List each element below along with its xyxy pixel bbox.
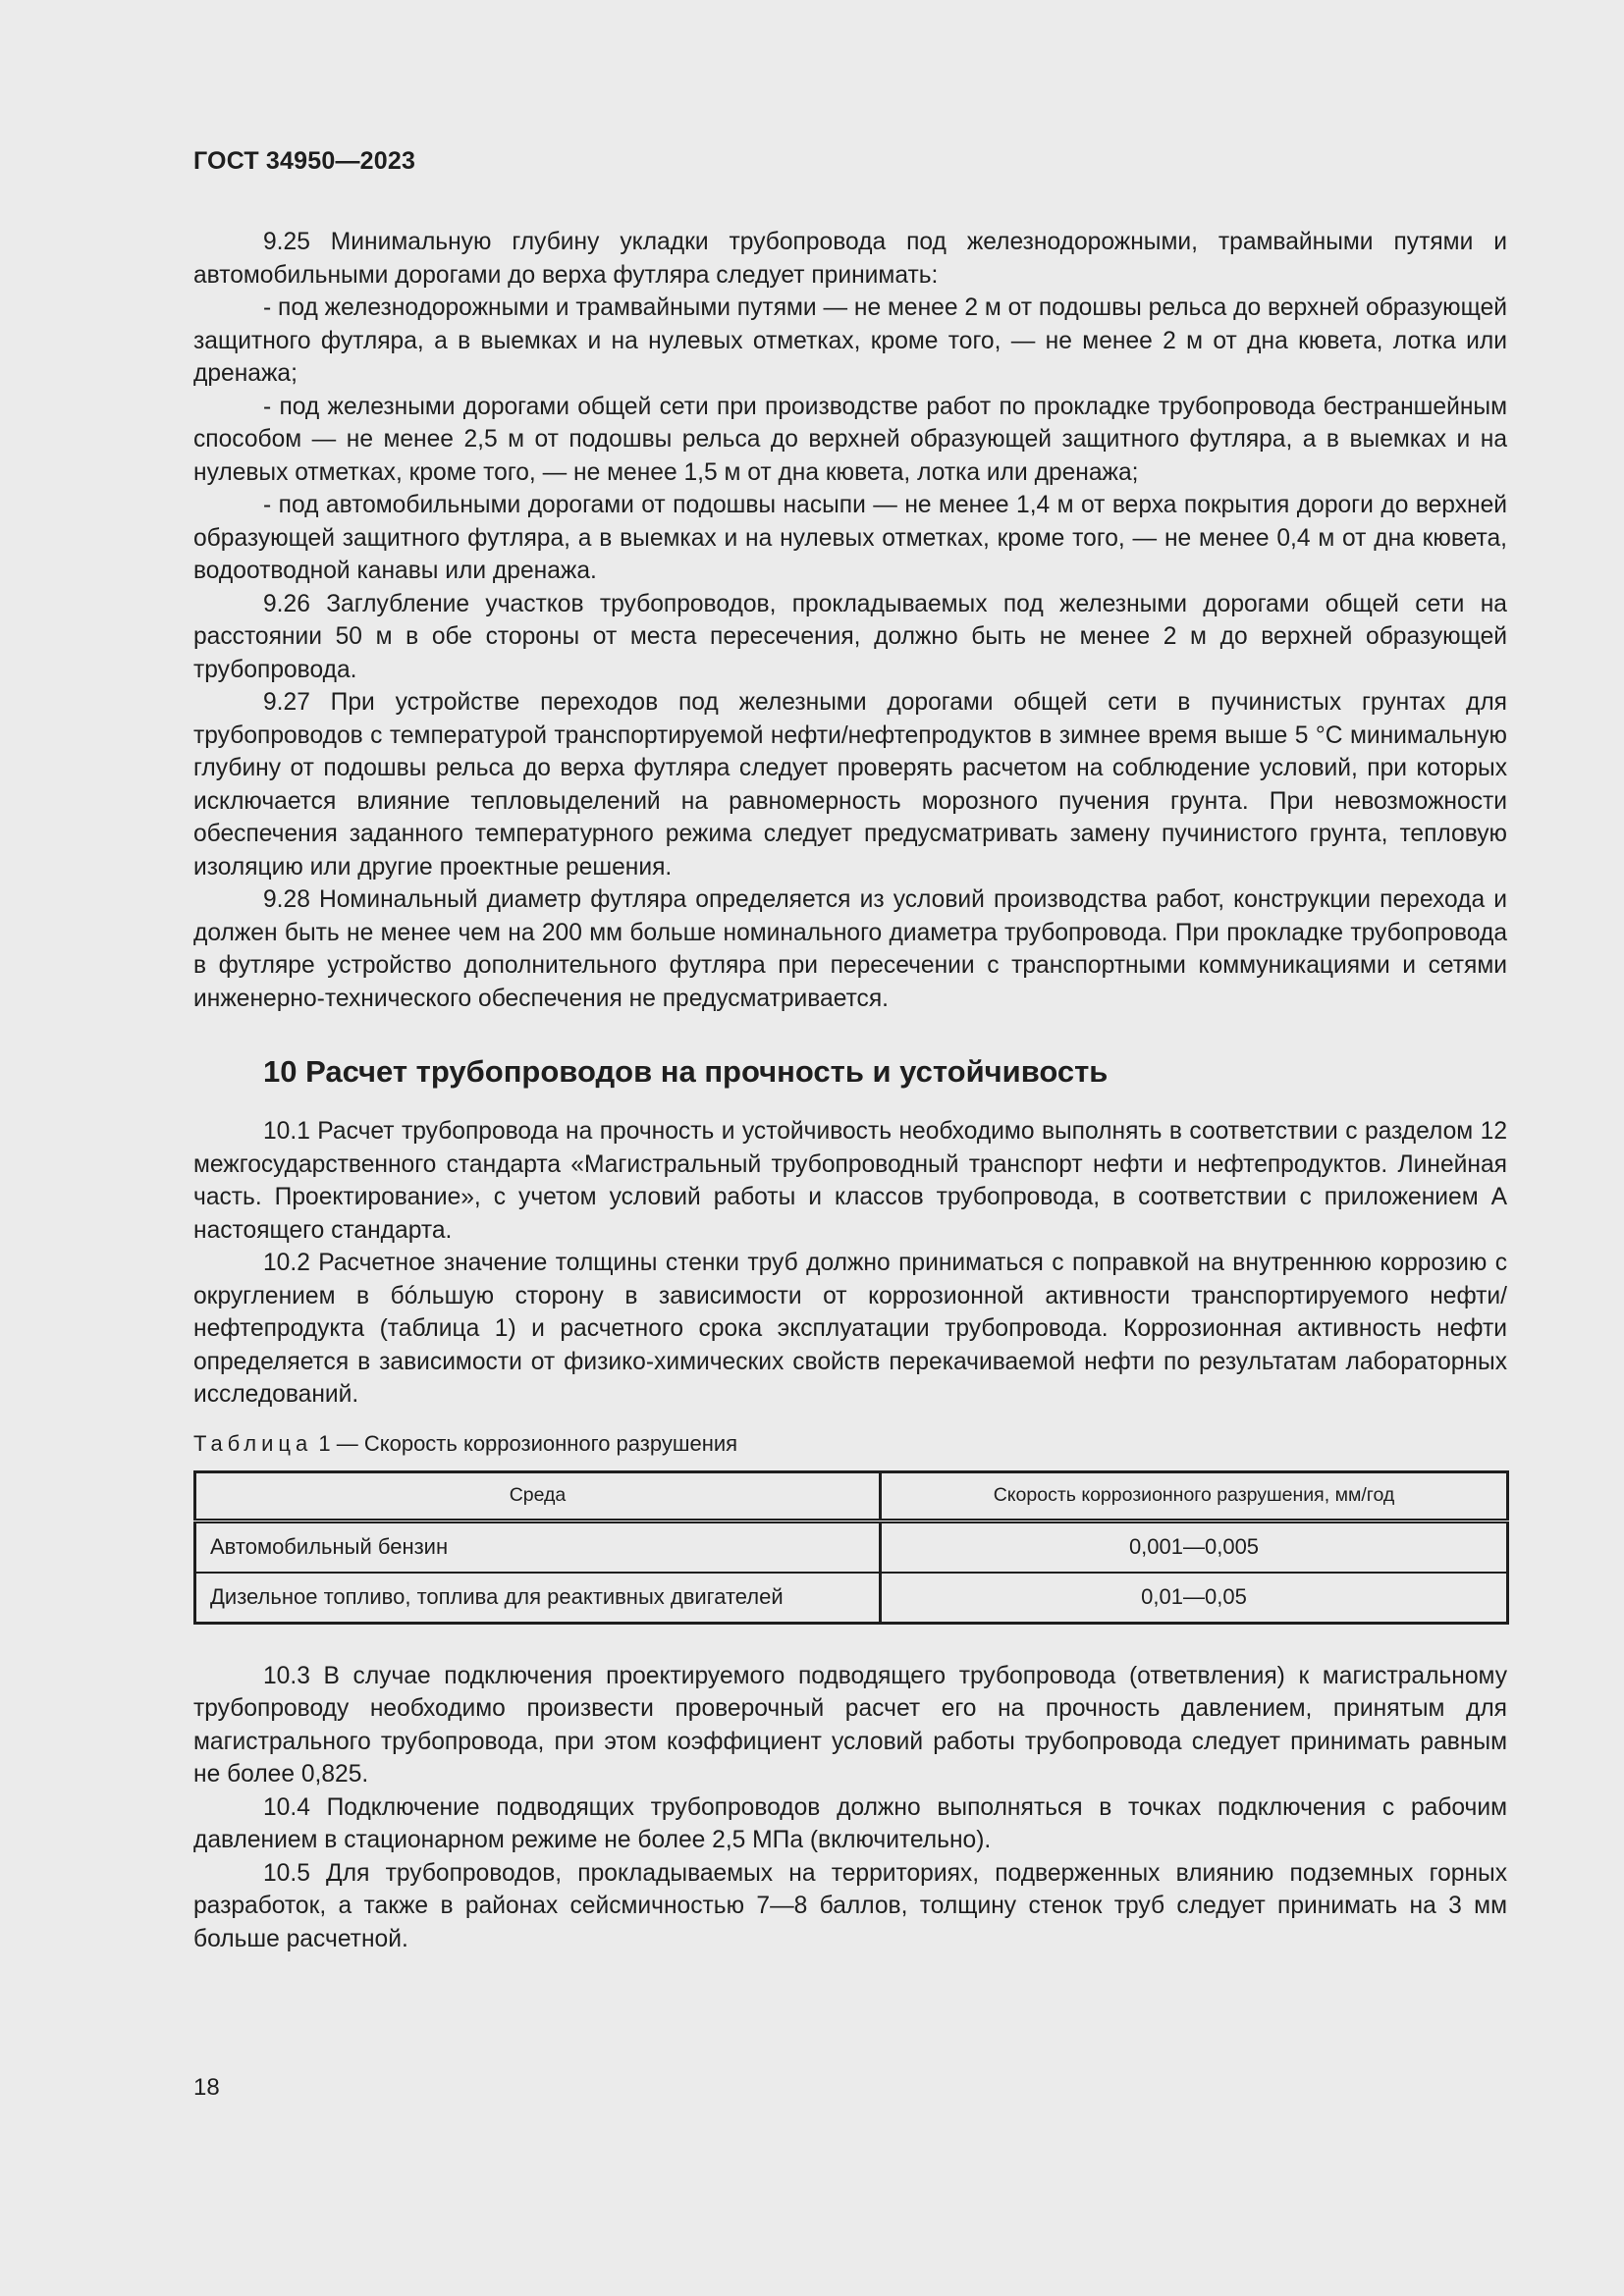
paragraph-10-5: 10.5 Для трубопроводов, прокладываемых на территориях, подверженных влиянию подземных горных разработок, а также в районах сейсмичностью 7—8 баллов, толщину стенок труб следует принимать на 3 мм больше расчетной. bbox=[193, 1859, 1507, 1952]
paragraph-10-4: 10.4 Подключение подводящих трубопроводов должно выполняться в точках подключения с рабочим давлением в стационарном режиме не более 2,5 МПа (включительно). bbox=[193, 1793, 1507, 1853]
list-item: - под железнодорожными и трамвайными путями — не менее 2 м от подошвы рельса до верхней образующей защитного футляра, а в выемках и на нулевых отметках, кроме того, — не менее 2 м от дна кювета, лотка или дренажа; bbox=[193, 294, 1507, 387]
paragraph-10-3: 10.3 В случае подключения проектируемого подводящего трубопровода (ответвления) к магистральному трубопроводу необходимо произвести проверочный расчет его на прочность давлением, принятым для магистрального трубопровода, при этом коэффициент условий работы трубопровода следует принимать равным не более 0,825. bbox=[193, 1662, 1507, 1788]
section-heading: 10 Расчет трубопроводов на прочность и устойчивость bbox=[263, 1054, 1109, 1089]
paragraph-10-1: 10.1 Расчет трубопровода на прочность и устойчивость необходимо выполнять в соответствии с разделом 12 межгосударственного стандарта «Магистральный трубопроводный транспорт нефти и нефтепродуктов. Линейная часть. Проектирование», с учетом условий работы и классов трубопровода, в соответствии с приложением А настоящего стандарта. bbox=[193, 1118, 1507, 1244]
table-cell-rate: 0,01—0,05 bbox=[881, 1573, 1508, 1624]
table-caption-label: Таблица bbox=[193, 1430, 313, 1456]
paragraph-9-27: 9.27 При устройстве переходов под железными дорогами общей сети в пучинистых грунтах для трубопроводов с температурой транспортируемой нефти/нефтепродуктов в зимнее время выше 5 °С минимальную глубину от подошвы рельса до верха футляра следует проверять расчетом на соблюдение условий, при которых исключается влияние тепловыделений на равномерность морозного пучения грунта. При невозможности обеспечения заданного температурного режима следует предусматривать замену пучинистого грунта, тепловую изоляцию или другие проектные решения. bbox=[193, 689, 1507, 881]
page-number: 18 bbox=[193, 2074, 220, 2101]
table-cell-rate: 0,001—0,005 bbox=[881, 1521, 1508, 1573]
paragraph-9-26: 9.26 Заглубление участков трубопроводов, прокладываемых под железными дорогами общей сети на расстоянии 50 м в обе стороны от места пересечения, должно быть не менее 2 м до верхней образующей трубопровода. bbox=[193, 590, 1507, 683]
table-cell-medium: Дизельное топливо, топлива для реактивных двигателей bbox=[195, 1573, 881, 1624]
document-page bbox=[193, 0, 1509, 2296]
table-row bbox=[195, 1573, 1508, 1624]
column-header-medium: Среда bbox=[195, 1471, 881, 1521]
list-item: - под железными дорогами общей сети при производстве работ по прокладке трубопровода бестраншейным способом — не менее 2,5 м от подошвы рельса до верхней образующей защитного футляра, а в выемках и на нулевых отметках, кроме того, — не менее 1,5 м от дна кювета, лотка или дренажа; bbox=[193, 393, 1507, 486]
table-caption bbox=[193, 1429, 1507, 1459]
table-cell-medium: Автомобильный бензин bbox=[195, 1521, 881, 1573]
paragraph-9-25: 9.25 Минимальную глубину укладки трубопровода под железнодорожными, трамвайными путями и автомобильными дорогами до верха футляра следует принимать: bbox=[193, 229, 1507, 289]
paragraph-10-2: 10.2 Расчетное значение толщины стенки труб должно приниматься с поправкой на внутреннюю коррозию с округлением в бóльшую сторону в зависимости от коррозионной активности транспортируемого нефти/нефтепродукта (таблица 1) и расчетного срока эксплуатации трубопровода. Коррозионная активность нефти определяется в зависимости от физико-химических свойств перекачиваемой нефти по результатам лабораторных исследований. bbox=[193, 1250, 1507, 1408]
corrosion-rate-table bbox=[193, 1470, 1509, 1625]
table-row bbox=[195, 1521, 1508, 1573]
table-caption-title: 1 — Скорость коррозионного разрушения bbox=[312, 1430, 738, 1456]
paragraph-9-28: 9.28 Номинальный диаметр футляра определяется из условий производства работ, конструкции перехода и должен быть не менее чем на 200 мм больше номинального диаметра трубопровода. При прокладке трубопровода в футляре устройство дополнительного футляра при пересечении с транспортными коммуникациями и сетями инженерно-технического обеспечения не предусматривается. bbox=[193, 886, 1507, 1012]
list-item: - под автомобильными дорогами от подошвы насыпи — не менее 1,4 м от верха покрытия дороги до верхней образующей защитного футляра, а в выемках и на нулевых отметках, кроме того, — не менее 0,4 м от дна кювета, водоотводной канавы или дренажа. bbox=[193, 492, 1507, 584]
table-header-row bbox=[195, 1471, 1508, 1521]
column-header-rate: Скорость коррозионного разрушения, мм/год bbox=[881, 1471, 1508, 1521]
document-body bbox=[193, 226, 1507, 1955]
document-code: ГОСТ 34950—2023 bbox=[193, 147, 416, 175]
